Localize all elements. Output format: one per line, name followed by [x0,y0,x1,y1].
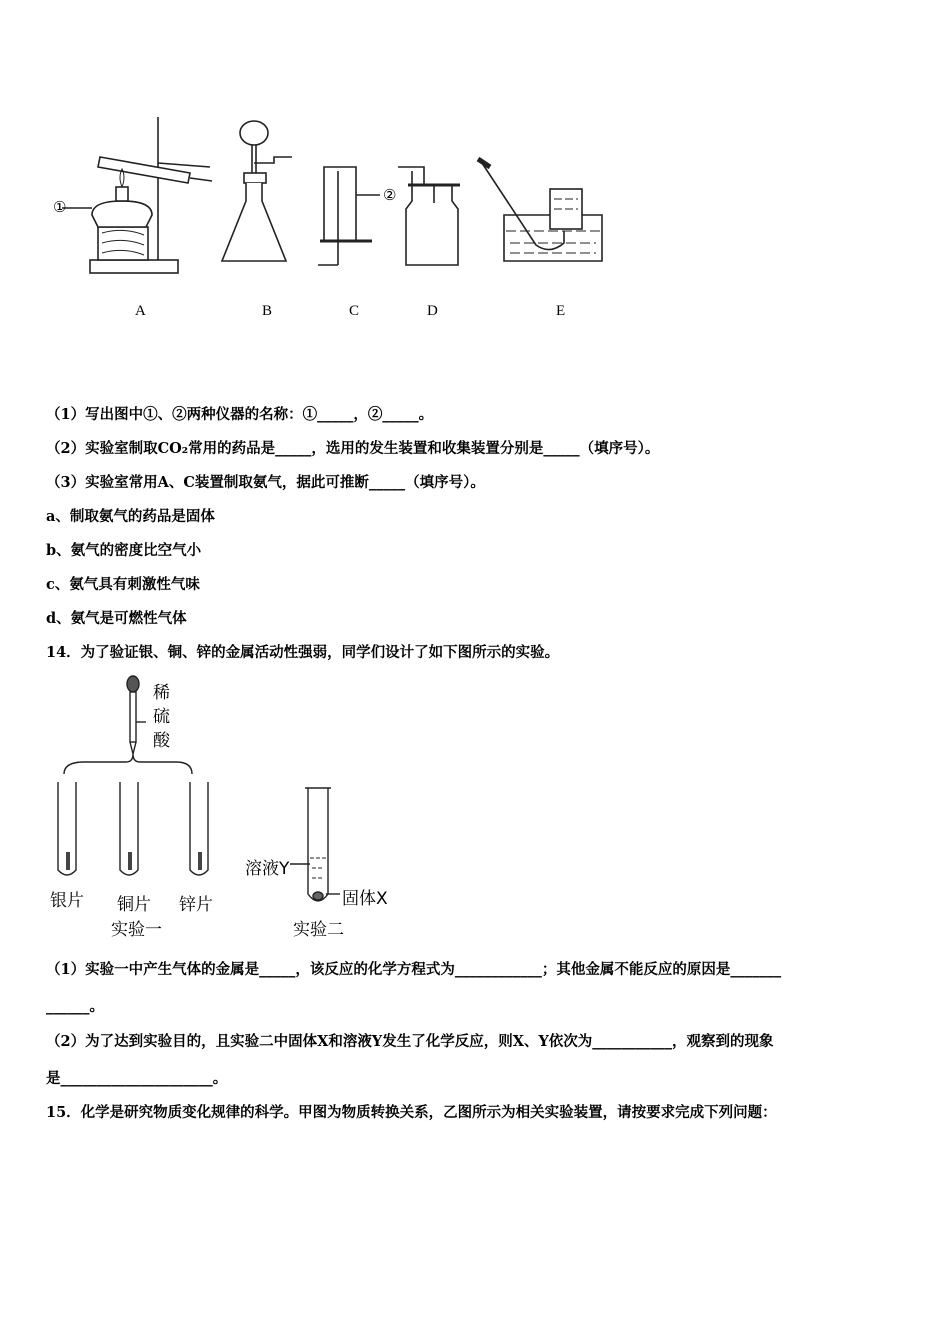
apparatus-figure [40,105,630,325]
marker-1: ① [53,200,67,216]
q13-option-b: b、氨气的密度比空气小 [46,542,202,559]
q13-part-1: （1）写出图中①、②两种仪器的名称：①_____，②_____。 [46,406,434,423]
brace [64,754,192,774]
q14-stem: 14．为了验证银、铜、锌的金属活动性强弱，同学们设计了如下图所示的实验。 [46,644,560,661]
metal-label-zinc: 锌片 [179,895,213,915]
q14-part-1b: ______。 [46,998,104,1015]
test-tube-copper [120,782,138,875]
dropper-icon [127,676,146,754]
q13-option-d: d、氨气是可燃性气体 [46,610,187,627]
q13-part-2: （2）实验室制取CO₂常用的药品是_____，选用的发生装置和收集装置分别是_____（填序号）。 [46,440,660,457]
marker-2: ② [383,188,397,204]
q13-option-a: a、制取氨气的药品是固体 [46,508,215,525]
test-tube-experiment-2 [290,788,340,901]
apparatus-label-a: A [135,303,146,319]
acid-label-3: 酸 [153,731,170,751]
metal-label-copper: 铜片 [117,895,151,915]
q13-option-c: c、氨气具有刺激性气味 [46,576,200,593]
acid-label-2: 硫 [153,707,170,727]
q14-part-1a: （1）实验一中产生气体的金属是_____，该反应的化学方程式为____________；其他金属不能反应的原因是_______ [46,961,782,978]
apparatus-label-d: D [427,303,438,319]
metal-label-silver: 银片 [50,891,84,911]
q14-part-2a: （2）为了达到实验目的，且实验二中固体X和溶液Y发生了化学反应，则X、Y依次为___________，观察到的现象 [46,1033,774,1050]
test-tube-silver [58,782,76,875]
experiment-2-label: 实验二 [293,920,344,940]
test-tube-zinc [190,782,208,875]
q15-stem: 15．化学是研究物质变化规律的科学。甲图为物质转换关系，乙图所示为相关实验装置，请按要求完成下列问题： [46,1104,777,1121]
apparatus-a [62,117,212,273]
q14-part-2b: 是_____________________。 [46,1070,228,1087]
apparatus-label-e: E [556,303,566,319]
q13-part-3: （3）实验室常用A、C装置制取氨气，据此可推断_____（填序号）。 [46,474,485,491]
experiment-1-label: 实验一 [111,920,162,940]
apparatus-c [318,167,380,265]
apparatus-label-c: C [349,303,360,319]
acid-label-1: 稀 [153,683,170,703]
apparatus-d [398,167,460,265]
solid-x-label: 固体X [342,889,388,909]
solution-y-label: 溶液Y [245,859,290,879]
apparatus-e [478,159,602,261]
apparatus-label-b: B [262,303,273,319]
apparatus-b [222,121,292,261]
